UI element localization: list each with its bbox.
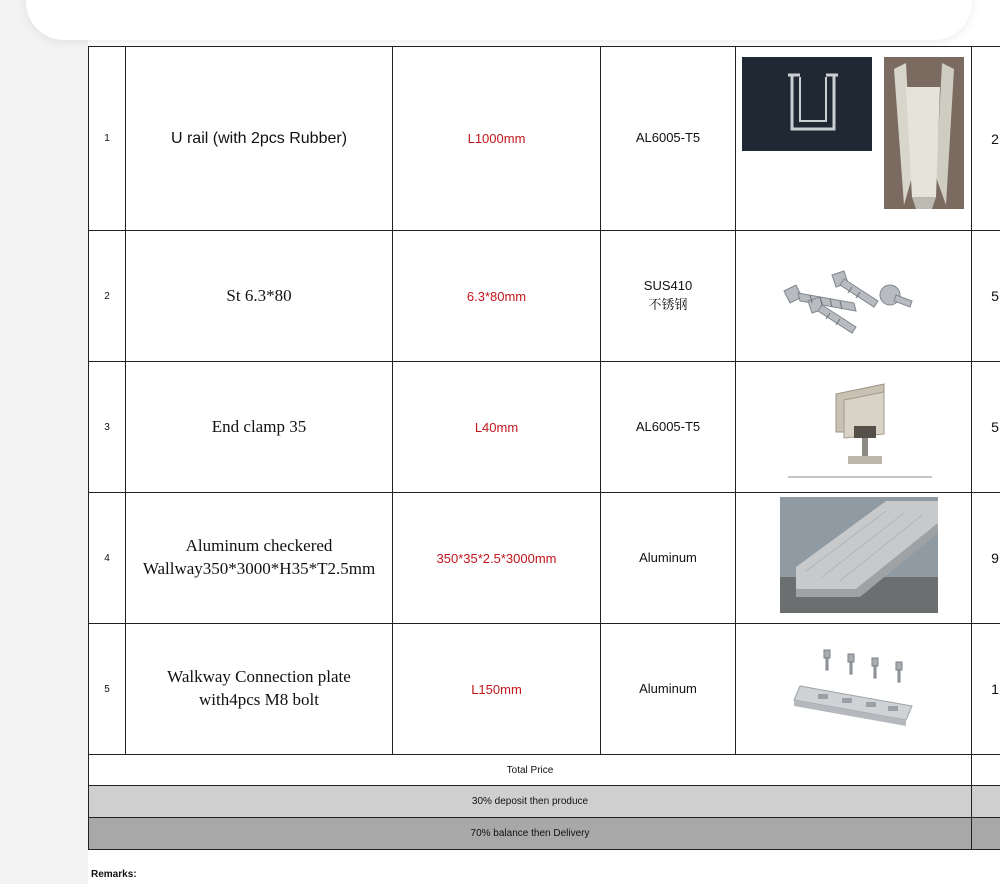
- item-name-line-1: Aluminum checkered: [185, 536, 333, 556]
- end-clamp-photo: [736, 362, 972, 493]
- item-name: [126, 624, 393, 755]
- item-spec: 350*35*2.5*3000mm: [393, 493, 601, 624]
- balance-value: [972, 818, 1000, 850]
- item-number: 5: [89, 624, 126, 755]
- table-row: [89, 47, 1000, 231]
- item-name: U rail (with 2pcs Rubber): [126, 47, 393, 231]
- table-row: [89, 231, 1000, 362]
- browser-top-bar: [26, 0, 972, 40]
- item-material: AL6005-T5: [601, 47, 736, 231]
- table-row: [89, 493, 1000, 624]
- item-qty: 5: [972, 362, 1000, 493]
- deposit-row: [89, 786, 1000, 818]
- table-row: [89, 624, 1000, 755]
- material-code: SUS410: [643, 278, 693, 294]
- item-name: End clamp 35: [126, 362, 393, 493]
- item-qty: 1: [972, 624, 1000, 755]
- item-material: [601, 231, 736, 362]
- checkered-walkway-photo: [736, 493, 972, 624]
- item-material: Aluminum: [601, 624, 736, 755]
- item-number: 2: [89, 231, 126, 362]
- material-chinese: 不锈钢: [648, 297, 688, 312]
- total-price-value: [972, 755, 1000, 786]
- item-spec: 6.3*80mm: [393, 231, 601, 362]
- item-name-line-1: Walkway Connection plate: [167, 667, 351, 687]
- item-spec: L40mm: [393, 362, 601, 493]
- table-row: [89, 362, 1000, 493]
- connection-plate-photo: [736, 624, 972, 755]
- item-number: 4: [89, 493, 126, 624]
- u-rail-photo: [736, 47, 972, 231]
- total-price-row: [89, 755, 1000, 786]
- balance-row: [89, 818, 1000, 850]
- self-drilling-screw-photo: [736, 231, 972, 362]
- item-number: 1: [89, 47, 126, 231]
- deposit-value: [972, 786, 1000, 818]
- item-spec: L1000mm: [393, 47, 601, 231]
- total-price-label: Total Price: [89, 755, 972, 786]
- item-name-line-2: Wallway350*3000*H35*T2.5mm: [142, 559, 376, 578]
- item-material: Aluminum: [601, 493, 736, 624]
- deposit-label: 30% deposit then produce: [89, 786, 972, 818]
- quotation-table: [88, 46, 1000, 850]
- item-qty: 9: [972, 493, 1000, 624]
- remarks-label: Remarks:: [91, 869, 137, 880]
- item-qty: 5: [972, 231, 1000, 362]
- item-name: [126, 493, 393, 624]
- item-number: 3: [89, 362, 126, 493]
- item-qty: 2: [972, 47, 1000, 231]
- balance-label: 70% balance then Delivery: [89, 818, 972, 850]
- item-name: St 6.3*80: [126, 231, 393, 362]
- item-material: AL6005-T5: [601, 362, 736, 493]
- item-spec: L150mm: [393, 624, 601, 755]
- item-name-line-2: with4pcs M8 bolt: [199, 690, 319, 709]
